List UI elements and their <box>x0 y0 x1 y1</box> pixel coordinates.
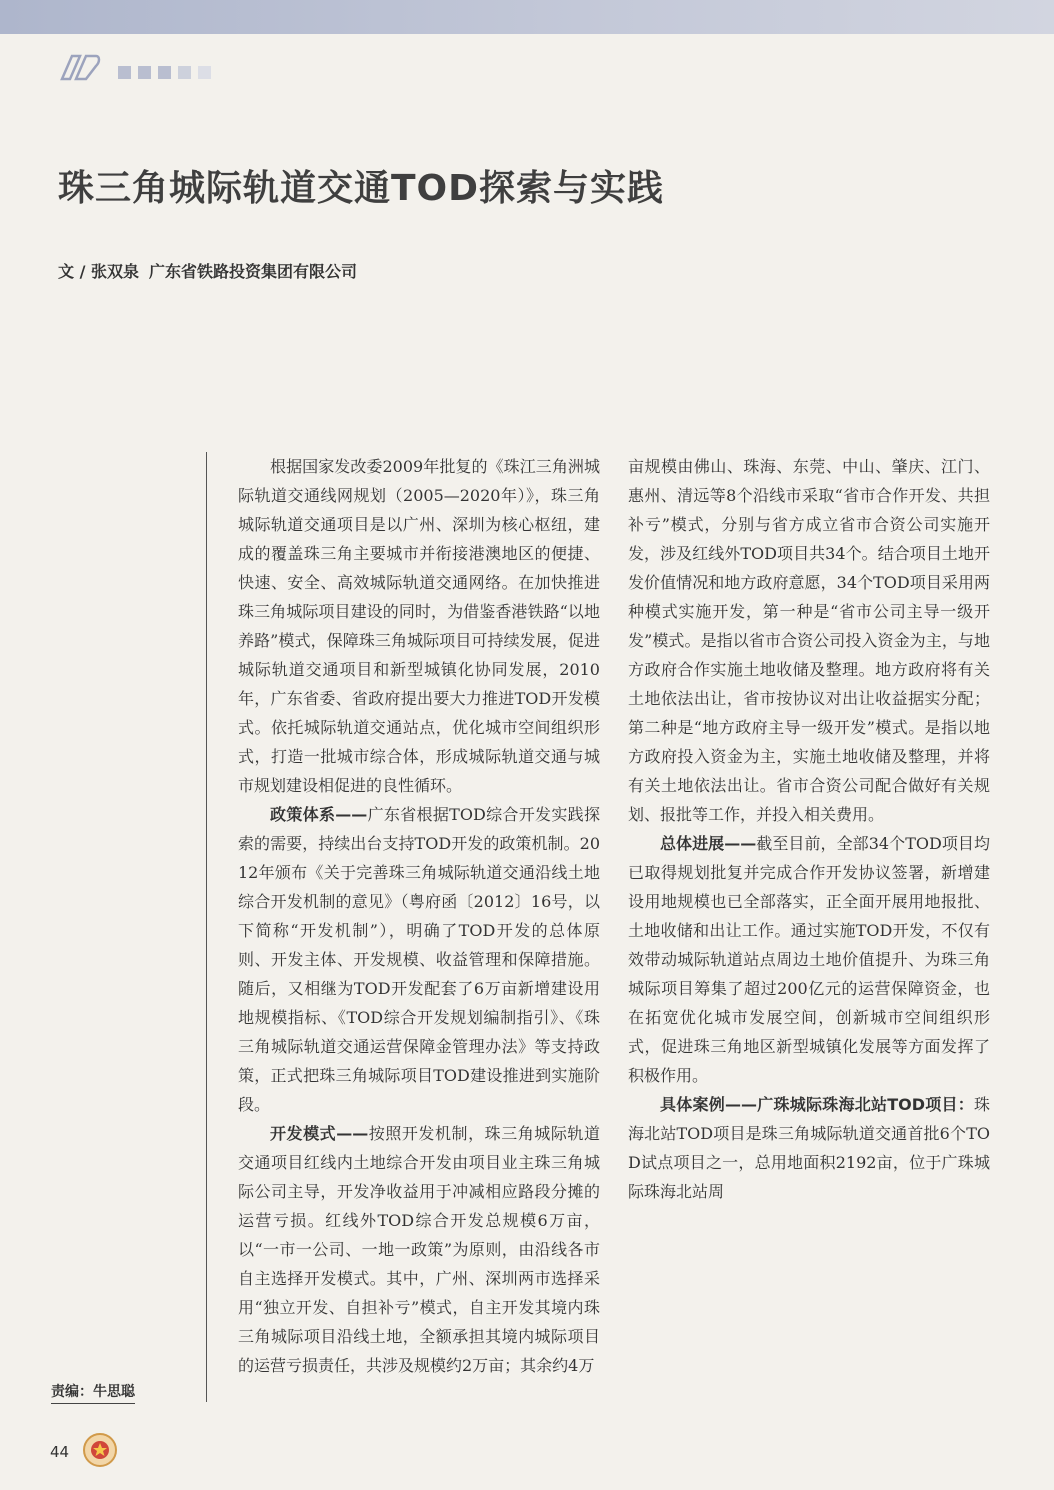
paragraph-case-lead: 具体案例——广珠城际珠海北站TOD项目： <box>660 1095 974 1114</box>
byline <box>58 259 357 282</box>
column-divider <box>206 452 207 1402</box>
byline-organization: 广东省铁路投资集团有限公司 <box>149 262 358 281</box>
page-number: 44 <box>50 1443 70 1461</box>
paragraph-case-text: 珠海北站TOD项目是珠三角城际轨道交通首批6个TOD试点项目之一，总用地面积2192亩，位于广珠城际珠海北站周 <box>628 1095 990 1201</box>
paragraph-progress-text: 截至目前，全部34个TOD项目均已取得规划批复并完成合作开发协议签署，新增建设用地规模也已全部落实，正全面开展用地报批、土地收储和出让工作。通过实施TOD开发，不仅有效带动城际轨道站点周边土地价值提升、为珠三角城际项目筹集了超过200亿元的运营保障资金，也在拓宽优化城市发展空间，创新城市空间组织形式，促进珠三角地区新型城镇化发展等方面发挥了积极作用。 <box>628 834 990 1085</box>
article-body-column-right <box>628 452 990 1206</box>
paragraph-model <box>238 1119 600 1380</box>
paragraph-intro: 根据国家发改委2009年批复的《珠江三角洲城际轨道交通线网规划（2005—2020年）》，珠三角城际轨道交通项目是以广州、深圳为核心枢纽，建成的覆盖珠三角主要城市并衔接港澳地区的便捷、快速、安全、高效城际轨道交通网络。在加快推进珠三角城际项目建设的同时，为借鉴香港铁路“以地养路”模式，保障珠三角城际项目可持续发展，促进城际轨道交通项目和新型城镇化协同发展，2010年，广东省委、省政府提出要大力推进TOD开发模式。依托城际轨道交通站点，优化城市空间组织形式，打造一批城市综合体，形成城际轨道交通与城市规划建设相促进的良性循环。 <box>238 457 600 795</box>
paragraph-model-text: 按照开发机制，珠三角城际轨道交通项目红线内土地综合开发由项目业主珠三角城际公司主导，开发净收益用于冲减相应路段分摊的运营亏损。红线外TOD综合开发总规模6万亩，以“一市一公司、一地一政策”为原则，由沿线各市自主选择开发模式。其中，广州、深圳两市选择采用“独立开发、自担补亏”模式，自主开发其境内珠三角城际项目沿线土地，全额承担其境内城际项目的运营亏损责任，共涉及规模约2万亩；其余约4万 <box>238 1124 600 1375</box>
paragraph-model-continued <box>628 452 990 829</box>
responsible-editor: 责编：牛思聪 <box>51 1381 135 1404</box>
article-title: 珠三角城际轨道交通TOD探索与实践 <box>58 168 665 209</box>
byline-author: 文 / 张双泉 <box>58 262 139 281</box>
paragraph-model-text: 亩规模由佛山、珠海、东莞、中山、肇庆、江门、惠州、清远等8个沿线市采取“省市合作开发、共担补亏”模式，分别与省方成立省市合资公司实施开发，涉及红线外TOD项目共34个。结合项目土地开发价值情况和地方政府意愿，34个TOD项目采用两种模式实施开发，第一种是“省市公司主导一级开发”模式。是指以省市合资公司投入资金为主，与地方政府合作实施土地收储及整理。地方政府将有关土地依法出让，省市按协议对出让收益据实分配；第二种是“地方政府主导一级开发”模式。是指以地方政府投入资金为主，实施土地收储及整理，并将有关土地依法出让。省市合资公司配合做好有关规划、报批等工作，并投入相关费用。 <box>628 457 990 824</box>
paragraph-policy-lead: 政策体系—— <box>270 805 368 824</box>
magazine-emblem-icon <box>82 1432 118 1472</box>
paragraph-policy-text: 广东省根据TOD综合开发实践探索的需要，持续出台支持TOD开发的政策机制。2012年颁布《关于完善珠三角城际轨道交通沿线土地综合开发机制的意见》（粤府函〔2012〕16号，以下简称“开发机制”），明确了TOD开发的总体原则、开发主体、开发规模、收益管理和保障措施。随后，又相继为TOD开发配套了6万亩新增建设用地规模指标、《TOD综合开发规划编制指引》、《珠三角城际轨道交通运营保障金管理办法》等支持政策，正式把珠三角城际项目TOD建设推进到实施阶段。 <box>238 805 600 1114</box>
section-decoration-squares <box>118 66 211 79</box>
paragraph-case <box>628 1090 990 1206</box>
paragraph-progress-lead: 总体进展—— <box>660 834 757 853</box>
paragraph-progress <box>628 829 990 1090</box>
paragraph-policy <box>238 800 600 1119</box>
article-body-column <box>238 452 600 1380</box>
paragraph-model-lead: 开发模式—— <box>270 1124 369 1143</box>
top-color-band <box>0 0 1054 34</box>
section-logo-icon <box>56 52 102 86</box>
